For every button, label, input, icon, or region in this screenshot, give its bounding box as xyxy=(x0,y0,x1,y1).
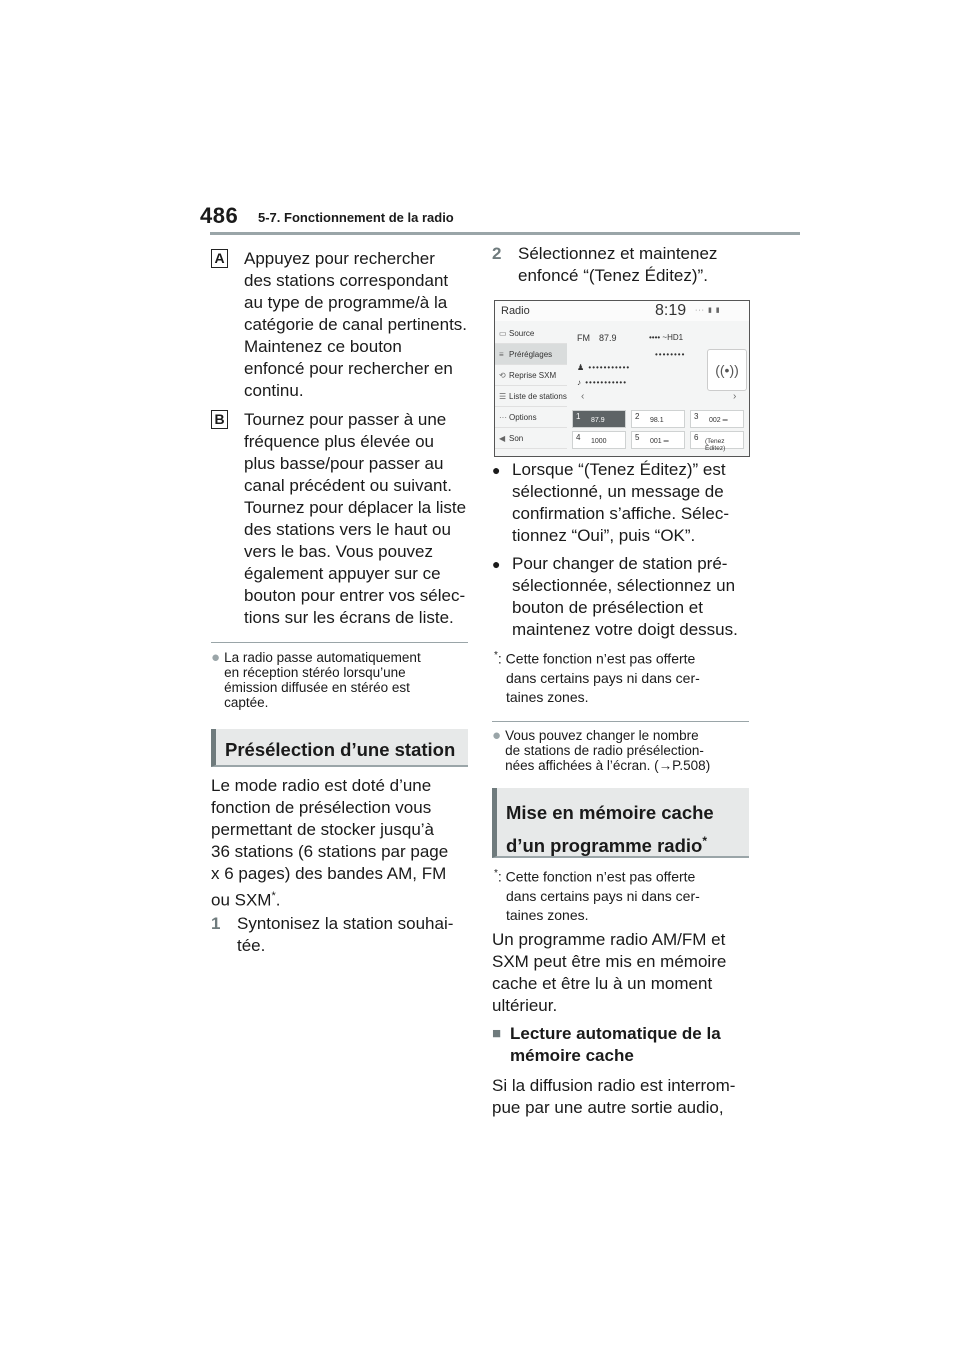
screen-main xyxy=(571,323,747,407)
text-line: Maintenez ce bouton xyxy=(244,337,402,356)
callout-a-label: A xyxy=(211,249,228,268)
text-line: confirmation s’affiche. Sélec- xyxy=(512,504,730,523)
callout-b-label: B xyxy=(211,410,228,429)
screen-clock: 8:19 xyxy=(655,302,687,319)
header-rule xyxy=(210,232,800,235)
cache-heading xyxy=(492,788,749,858)
menu-label: Liste de stations xyxy=(509,391,567,401)
text-line: vers le bas. Vous pouvez xyxy=(244,542,434,561)
menu-item-sxm-replay[interactable] xyxy=(495,365,567,386)
speaker-icon: ◀ xyxy=(499,433,506,443)
note-rule xyxy=(492,721,749,722)
text-fragment: . xyxy=(275,890,281,910)
menu-item-options[interactable] xyxy=(495,407,567,428)
text-line: Pour changer de station pré- xyxy=(512,554,728,573)
menu-item-sound[interactable] xyxy=(495,428,567,449)
menu-label: Son xyxy=(509,433,524,443)
preset-number: 6 xyxy=(694,433,699,442)
text-line: taines zones. xyxy=(506,906,589,923)
section-title: 5-7. Fonctionnement de la radio xyxy=(258,210,454,225)
menu-label: Options xyxy=(509,412,537,422)
preset-heading: Présélection d’une station xyxy=(211,729,468,767)
text-line: maintenez votre doigt dessus. xyxy=(512,620,738,639)
text-line: cache et être lu à un moment xyxy=(492,974,713,993)
preset-button-1[interactable] xyxy=(572,410,626,428)
song-info: ♪ ••••••••••• xyxy=(577,378,628,387)
text-fragment: : Cette fonction n’est pas offerte xyxy=(497,650,696,667)
antenna-icon[interactable]: ((•)) xyxy=(707,349,747,391)
artist-info: ♟ ••••••••••• xyxy=(577,363,631,372)
text-line: SXM peut être mis en mémoire xyxy=(492,952,727,971)
footnote-marker: * xyxy=(494,868,498,879)
text-line: Syntonisez la station souhai- xyxy=(237,914,454,933)
note-line: Vous pouvez changer le nombre xyxy=(505,728,699,743)
screen-title: Radio xyxy=(501,305,530,317)
note-preset-count xyxy=(492,728,754,773)
frequency-display: 87.9 xyxy=(599,333,617,343)
cache-paragraph xyxy=(492,929,754,1017)
preset-button-4[interactable] xyxy=(572,431,626,449)
text-line: fonction de présélection vous xyxy=(211,798,432,817)
text-line: Tournez pour passer à une xyxy=(244,410,447,429)
callout-b-text xyxy=(244,409,466,629)
callout-a xyxy=(211,248,473,402)
radio-screen-illustration xyxy=(494,300,750,457)
text-line: Si la diffusion radio est interrom- xyxy=(492,1076,736,1095)
text-line: enfoncé pour rechercher en xyxy=(244,359,453,378)
next-page-icon[interactable]: › xyxy=(733,391,737,402)
text-line: fréquence plus élevée ou xyxy=(244,432,434,451)
preset-paragraph xyxy=(211,775,473,912)
preset-number: 1 xyxy=(576,412,581,421)
note-line: captée. xyxy=(224,695,269,710)
menu-item-station-list[interactable] xyxy=(495,386,567,407)
preset-value: (Tenez Éditez) xyxy=(705,438,726,452)
preset-value: 002 ═ xyxy=(709,417,728,424)
text-line: permettant de stocker jusqu’à xyxy=(211,820,435,839)
text-line: Tournez pour déplacer la liste xyxy=(244,498,467,517)
preset-number: 5 xyxy=(635,433,640,442)
preset-value: 98.1 xyxy=(650,417,664,424)
text-line: bouton de présélection et xyxy=(512,598,703,617)
text-line: canal précédent ou suivant. xyxy=(244,476,452,495)
replay-icon: ⟲ xyxy=(499,370,506,380)
text-line: des stations correspondant xyxy=(244,271,449,290)
footnote-marker: * xyxy=(494,650,498,661)
station-info: •••••••• xyxy=(655,350,686,359)
note-line: en réception stéréo lorsqu’une xyxy=(224,665,406,680)
note-line: de stations de radio présélection- xyxy=(505,743,704,758)
page-number: 486 xyxy=(200,203,239,228)
list-icon: ☰ xyxy=(499,391,507,401)
preset-button-3[interactable] xyxy=(690,410,744,428)
preset-button-5[interactable] xyxy=(631,431,685,449)
note-line: émission diffusée en stéréo est xyxy=(224,680,410,695)
text-line xyxy=(211,885,473,912)
text-line: sélectionné, un message de xyxy=(512,482,724,501)
preset-value: 001 ═ xyxy=(650,438,669,445)
text-line: Appuyez pour rechercher xyxy=(244,249,435,268)
source-icon: ▭ xyxy=(499,328,507,338)
text-line: ultérieur. xyxy=(492,996,558,1015)
screen-status-icons: ··· ▮ ▮ xyxy=(695,307,721,314)
heading-line xyxy=(506,827,749,860)
step-2 xyxy=(492,243,754,287)
bullet-icon: ● xyxy=(492,556,501,572)
text-fragment: : Cette fonction n’est pas offerte xyxy=(497,868,696,885)
preset-value: 87.9 xyxy=(591,417,605,424)
prev-page-icon[interactable]: ‹ xyxy=(581,391,585,402)
preset-button-2[interactable] xyxy=(631,410,685,428)
text-line: sélectionnée, sélectionnez un xyxy=(512,576,736,595)
text-line: tée. xyxy=(237,936,266,955)
text-line xyxy=(494,646,756,669)
bullet-hold-edit xyxy=(492,459,754,547)
note-stereo xyxy=(211,650,473,710)
text-line: x 6 pages) des bandes AM, FM xyxy=(211,864,447,883)
text-line: plus basse/pour passer au xyxy=(244,454,444,473)
menu-label: Source xyxy=(509,328,535,338)
menu-label: Préréglages xyxy=(509,349,553,359)
text-line: Lorsque “(Tenez Éditez)” est xyxy=(512,460,726,479)
preset-button-6[interactable] xyxy=(690,431,744,452)
text-line: dans certains pays ni dans cer- xyxy=(506,669,700,686)
note-line: nées affichées à l’écran. (→P.508) xyxy=(505,758,711,773)
last-paragraph xyxy=(492,1075,754,1119)
text-line: catégorie de canal pertinents. xyxy=(244,315,468,334)
preset-number: 4 xyxy=(576,433,581,442)
bullet-change-preset xyxy=(492,553,754,641)
text-line: des stations vers le haut ou xyxy=(244,520,451,539)
text-line: Le mode radio est doté d’une xyxy=(211,776,432,795)
text-line: mémoire cache xyxy=(510,1046,634,1065)
callout-a-text xyxy=(244,248,467,402)
menu-label: Reprise SXM xyxy=(509,370,557,380)
text-line: tionnez “Oui”, puis “OK”. xyxy=(512,526,696,545)
text-line xyxy=(494,864,756,887)
text-line: pue par une autre sortie audio, xyxy=(492,1098,724,1117)
step-number: 2 xyxy=(492,244,502,263)
menu-item-presets[interactable] xyxy=(495,344,567,365)
text-line: taines zones. xyxy=(506,688,589,705)
hd-indicator: •••• ~HD1 xyxy=(649,333,684,342)
text-line: tions sur les écrans de liste. xyxy=(244,608,454,627)
preset-number: 2 xyxy=(635,412,640,421)
note-bullet-icon: ● xyxy=(211,649,221,666)
options-icon: ··· xyxy=(499,412,507,422)
text-line: Sélectionnez et maintenez xyxy=(518,244,718,263)
menu-item-source[interactable] xyxy=(495,323,567,344)
text-line: continu. xyxy=(244,381,304,400)
text-line: au type de programme/à la xyxy=(244,293,448,312)
text-line: Un programme radio AM/FM et xyxy=(492,930,726,949)
text-line: Lecture automatique de la xyxy=(510,1024,721,1043)
step-number: 1 xyxy=(211,914,221,933)
callout-b xyxy=(211,409,473,629)
heading-line: Mise en mémoire cache xyxy=(506,802,714,823)
text-line: également appuyer sur ce xyxy=(244,564,441,583)
text-line: 36 stations (6 stations par page xyxy=(211,842,449,861)
note-bullet-icon: ● xyxy=(492,727,502,744)
text-line: enfoncé “(Tenez Éditez)”. xyxy=(518,266,708,285)
text-fragment: d’un programme radio xyxy=(506,835,703,857)
step-1 xyxy=(211,913,473,957)
sub-heading-auto-cache xyxy=(492,1023,754,1067)
square-bullet-icon: ■ xyxy=(492,1025,502,1042)
footnote-2 xyxy=(494,864,756,925)
note-line: La radio passe automatiquement xyxy=(224,650,421,665)
preset-number: 3 xyxy=(694,412,699,421)
screen-menu xyxy=(495,323,567,449)
footnote-marker: * xyxy=(702,834,707,848)
bullet-icon: ● xyxy=(492,462,501,478)
text-fragment: ou SXM xyxy=(211,890,272,910)
footnote-marker: * xyxy=(271,890,276,902)
band-label: FM xyxy=(577,333,590,343)
text-line: bouton pour entrer vos sélec- xyxy=(244,586,466,605)
presets-icon: ≡ xyxy=(499,349,504,359)
preset-value: 1000 xyxy=(591,438,607,445)
note-rule xyxy=(211,642,468,643)
footnote-1 xyxy=(494,646,756,707)
text-line: dans certains pays ni dans cer- xyxy=(506,887,700,904)
